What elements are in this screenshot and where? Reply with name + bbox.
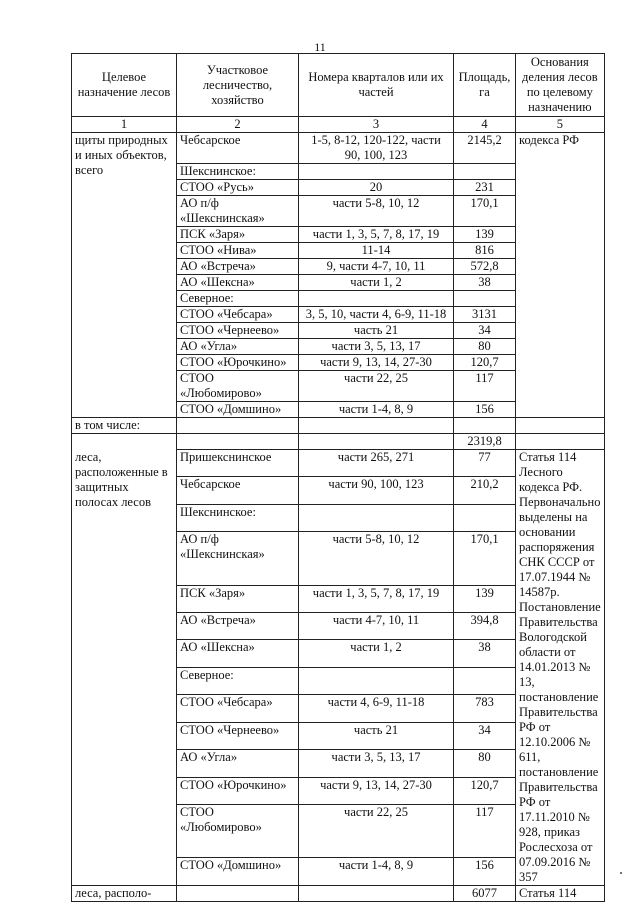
- block2-total-row: [72, 434, 605, 450]
- protection-block: [72, 133, 605, 418]
- quarter-numbers: [299, 164, 454, 180]
- block3-purpose: леса, располо-: [72, 886, 177, 902]
- quarter-numbers: части 1-4, 8, 9: [299, 402, 454, 418]
- area-value: 38: [454, 640, 516, 667]
- block2-total-area: 2319,8: [454, 434, 516, 450]
- forestry-name: Северное:: [177, 291, 299, 307]
- forestry-name: АО п/ф «Шекснинская»: [177, 196, 299, 227]
- quarter-numbers: части 22, 25: [299, 805, 454, 858]
- column-number: 2: [177, 117, 299, 133]
- quarter-numbers: [299, 504, 454, 531]
- table-row: [72, 450, 605, 477]
- area-value: 3131: [454, 307, 516, 323]
- forestry-name: СТОО «Юрочкино»: [177, 777, 299, 804]
- area-value: 80: [454, 339, 516, 355]
- area-value: 139: [454, 585, 516, 612]
- column-number: 3: [299, 117, 454, 133]
- area-value: [454, 164, 516, 180]
- block1-purpose: щиты природных и иных объектов, всего: [72, 133, 177, 418]
- forestry-name: АО п/ф «Шекснинская»: [177, 532, 299, 585]
- quarter-numbers: части 1, 3, 5, 7, 8, 17, 19: [299, 585, 454, 612]
- quarter-numbers: [299, 667, 454, 694]
- block3-area: 6077: [454, 886, 516, 902]
- quarter-numbers: часть 21: [299, 323, 454, 339]
- forestry-name: АО «Угла»: [177, 750, 299, 777]
- area-value: 572,8: [454, 259, 516, 275]
- forestry-name: Шекснинское:: [177, 164, 299, 180]
- quarter-numbers: части 5-8, 10, 12: [299, 532, 454, 585]
- area-value: 38: [454, 275, 516, 291]
- quarter-numbers: 20: [299, 180, 454, 196]
- table-row: [72, 133, 605, 164]
- header-purpose: Целевое назначение лесов: [72, 54, 177, 117]
- block3-row: [72, 886, 605, 902]
- forestry-name: СТОО «Чернеево»: [177, 323, 299, 339]
- block2-basis: Статья 114 Лесного кодекса РФ. Первоначально выделены на основании распоряжения СНК СССР от 17.07.1944 № 14587р. Постановление Правительства Вологодской области от 14.01.2013 № 13, постановление Правительства РФ от 12.10.2006 № 611, постановление Правительства РФ от 17.11.2010 № 928, приказ Рослесхоза от 07.09.2016 № 357: [516, 450, 605, 886]
- area-value: 77: [454, 450, 516, 477]
- area-value: 783: [454, 695, 516, 722]
- area-value: 231: [454, 180, 516, 196]
- quarter-numbers: части 1, 2: [299, 275, 454, 291]
- header-quarters: Номера кварталов или их частей: [299, 54, 454, 117]
- forestry-name: АО «Встреча»: [177, 613, 299, 640]
- quarter-numbers: 11-14: [299, 243, 454, 259]
- quarter-numbers: части 1, 2: [299, 640, 454, 667]
- quarter-numbers: части 1, 3, 5, 7, 8, 17, 19: [299, 227, 454, 243]
- quarter-numbers: часть 21: [299, 722, 454, 749]
- area-value: 120,7: [454, 355, 516, 371]
- header-basis: Основания деления лесов по целевому назначению: [516, 54, 605, 117]
- block2-purpose-continued: леса, расположенные в защитных полосах лесов: [72, 450, 177, 886]
- area-value: 139: [454, 227, 516, 243]
- quarter-numbers: части 9, 13, 14, 27-30: [299, 355, 454, 371]
- forestry-name: ПСК «Заря»: [177, 585, 299, 612]
- forestry-name: АО «Встреча»: [177, 259, 299, 275]
- quarter-numbers: части 5-8, 10, 12: [299, 196, 454, 227]
- area-value: 117: [454, 805, 516, 858]
- forestry-name: СТОО «Русь»: [177, 180, 299, 196]
- column-number: 4: [454, 117, 516, 133]
- quarter-numbers: 3, 5, 10, части 4, 6-9, 11-18: [299, 307, 454, 323]
- header-row: [72, 54, 605, 117]
- forestry-name: СТОО «Нива»: [177, 243, 299, 259]
- forestry-name: Чебсарское: [177, 133, 299, 164]
- column-number: 1: [72, 117, 177, 133]
- block2-purpose-top: [72, 434, 177, 450]
- quarter-numbers: части 1-4, 8, 9: [299, 858, 454, 886]
- quarter-numbers: части 3, 5, 13, 17: [299, 339, 454, 355]
- area-value: [454, 504, 516, 531]
- area-value: [454, 667, 516, 694]
- forestry-name: СТОО «Чернеево»: [177, 722, 299, 749]
- area-value: 34: [454, 722, 516, 749]
- quarter-numbers: [299, 291, 454, 307]
- area-value: 156: [454, 402, 516, 418]
- scan-dot: [620, 872, 622, 874]
- column-number-row: [72, 117, 605, 133]
- area-value: 170,1: [454, 532, 516, 585]
- quarter-numbers: части 4-7, 10, 11: [299, 613, 454, 640]
- quarter-numbers: 1-5, 8-12, 120-122, части 90, 100, 123: [299, 133, 454, 164]
- forestry-name: СТОО «Чебсара»: [177, 307, 299, 323]
- area-value: 2145,2: [454, 133, 516, 164]
- block1-basis: кодекса РФ: [516, 133, 605, 418]
- area-value: 170,1: [454, 196, 516, 227]
- forestry-name: АО «Угла»: [177, 339, 299, 355]
- forestry-name: ПСК «Заря»: [177, 227, 299, 243]
- forestry-name: СТОО «Домшино»: [177, 402, 299, 418]
- forestry-name: СТОО «Чебсара»: [177, 695, 299, 722]
- area-value: 80: [454, 750, 516, 777]
- header-area: Площадь, га: [454, 54, 516, 117]
- forestry-name: СТОО «Юрочкино»: [177, 355, 299, 371]
- forestry-name: СТОО «Любомирово»: [177, 805, 299, 858]
- forest-purpose-table: [71, 53, 605, 902]
- quarter-numbers: части 3, 5, 13, 17: [299, 750, 454, 777]
- quarter-numbers: 9, части 4-7, 10, 11: [299, 259, 454, 275]
- block3-basis: Статья 114: [516, 886, 605, 902]
- quarter-numbers: части 22, 25: [299, 371, 454, 402]
- including-row: [72, 418, 605, 434]
- quarter-numbers: части 9, 13, 14, 27-30: [299, 777, 454, 804]
- forestry-name: СТОО «Домшино»: [177, 858, 299, 886]
- quarter-numbers: части 4, 6-9, 11-18: [299, 695, 454, 722]
- forestry-name: АО «Шексна»: [177, 275, 299, 291]
- area-value: 120,7: [454, 777, 516, 804]
- area-value: 34: [454, 323, 516, 339]
- area-value: 816: [454, 243, 516, 259]
- header-forestry: Участковое лесничество, хозяйство: [177, 54, 299, 117]
- including-label: в том числе:: [72, 418, 177, 434]
- forestry-name: Чебсарское: [177, 477, 299, 504]
- strip-block: [72, 450, 605, 886]
- forestry-name: Пришекснинское: [177, 450, 299, 477]
- column-number: 5: [516, 117, 605, 133]
- forestry-name: СТОО «Любомирово»: [177, 371, 299, 402]
- area-value: [454, 291, 516, 307]
- area-value: 117: [454, 371, 516, 402]
- quarter-numbers: части 90, 100, 123: [299, 477, 454, 504]
- forestry-name: Северное:: [177, 667, 299, 694]
- area-value: 210,2: [454, 477, 516, 504]
- page-number: 11: [314, 40, 326, 54]
- area-value: 394,8: [454, 613, 516, 640]
- area-value: 156: [454, 858, 516, 886]
- forestry-name: Шекснинское:: [177, 504, 299, 531]
- forestry-name: АО «Шексна»: [177, 640, 299, 667]
- quarter-numbers: части 265, 271: [299, 450, 454, 477]
